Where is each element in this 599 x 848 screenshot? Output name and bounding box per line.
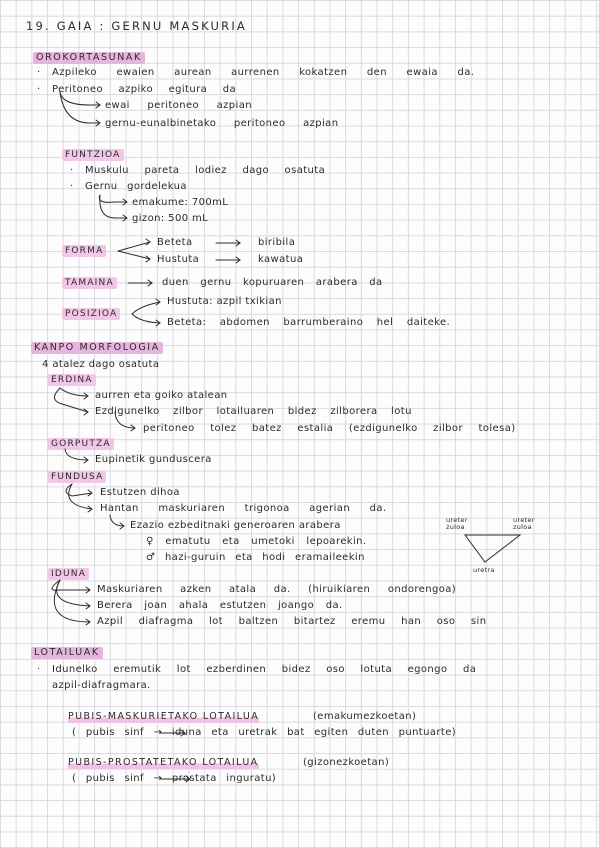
fundusa-line-4: ♀ ematutu eta umetoki lepoarekin.	[146, 536, 367, 547]
tamaina-text: duen gernu kopuruaren arabera da	[162, 277, 383, 288]
bullet-dot: ·	[37, 84, 41, 95]
funtzioa-bullet-1: Muskulu pareta lodiez dago osatuta	[85, 165, 326, 176]
heading-lotailuak: LOTAILUAK	[31, 647, 103, 659]
iduna-line-2: Berera joan ahala estutzen joango da.	[97, 600, 343, 611]
fork-arrow-icon	[132, 299, 160, 314]
fork-arrow-icon	[118, 251, 150, 262]
funtzioa-sub-1: emakume: 700mL	[132, 197, 229, 208]
heading-erdina: ERDINA	[48, 374, 96, 386]
erdina-line-3: peritoneo tolez batez estalia (ezdigunelko zilbor tolesa)	[143, 423, 516, 434]
fundusa-line-2: Hantan maskuriaren trigonoa agerian da.	[100, 503, 387, 514]
bullet-dot: ·	[37, 664, 41, 675]
funtzioa-bullet-2: Gernu gordelekua	[85, 181, 187, 192]
bracket-arrow-icon	[60, 388, 88, 399]
heading-kanpo-morfologia: KANPO MORFOLOGIA	[31, 342, 163, 354]
funtzioa-sub-2: gizon: 500 mL	[132, 213, 209, 224]
iduna-line-3: Azpil diafragma lot baltzen bitartez eremu han oso sin	[97, 616, 487, 627]
erdina-line-2: Ezdigunelko zilbor lotailuaren bidez zilborera lotu	[95, 406, 412, 417]
forma-row-1-left: Beteta	[157, 237, 193, 248]
heading-funtzioa: FUNTZIOA	[62, 149, 124, 161]
gorputza-line-1: Eupinetik gunduscera	[95, 454, 212, 465]
heading-posizioa: POSIZIOA	[62, 308, 120, 320]
fundusa-line-3: Ezazio ezbeditnaki generoaren arabera	[130, 520, 341, 531]
triangle-label-right: ureter zuloa	[513, 516, 535, 531]
pubis-maskurietako-line: ( pubis sinf → iduna eta uretrak bat egiten duten puntuarte)	[72, 727, 457, 738]
bracket-arrow-icon	[115, 412, 135, 431]
posizioa-line-2: Beteta: abdomen barrumberaino hel daiteke.	[167, 317, 451, 328]
iduna-line-1: Maskuriaren azken atala da. (hiruikiaren ondorengoa)	[97, 584, 457, 595]
pubis-prostatetako-heading: PUBIS-PROSTATETAKO LOTAILUA	[68, 757, 259, 768]
fundusa-line-1: Estutzen dihoa	[100, 487, 180, 498]
heading-iduna: IDUNA	[48, 568, 89, 580]
lotailuak-bullet-1: Idunelko eremutik lot ezberdinen bidez oso lotuta egongo da	[52, 664, 477, 675]
pubis-prostatetako-line: ( pubis sinf → prostata inguratu)	[72, 773, 277, 784]
pubis-prostatetako-note: (gizonezkoetan)	[303, 757, 390, 768]
lotailuak-bullet-1b: azpil-diafragmara.	[52, 680, 151, 691]
bracket-arrow-icon	[54, 388, 88, 415]
triangle-label-bottom: uretra	[473, 566, 495, 574]
bracket-arrow-icon	[57, 580, 90, 609]
bracket-arrow-icon	[99, 195, 127, 205]
heading-gorputza: GORPUTZA	[48, 438, 114, 450]
bracket-arrow-icon	[65, 449, 88, 463]
bullet-dot: ·	[70, 181, 74, 192]
forma-row-2-left: Hustuta	[157, 254, 200, 265]
pubis-maskurietako-note: (emakumezkoetan)	[313, 711, 417, 722]
heading-tamaina: TAMAINA	[62, 277, 117, 289]
bracket-arrow-icon	[110, 515, 124, 529]
kanpo-intro: 4 atalez dago osatuta	[42, 359, 160, 370]
bracket-arrow-icon	[60, 92, 100, 126]
trigonoa-triangle-icon	[465, 535, 520, 562]
bracket-arrow-icon	[69, 484, 92, 512]
erdina-line-1: aurren eta goiko atalean	[95, 390, 228, 401]
page-title: 19. GAIA : GERNU MASKURIA	[26, 19, 247, 33]
orokortasunak-bullet-2: Peritoneo azpiko egitura da	[52, 84, 237, 95]
heading-orokortasunak: OROKORTASUNAK	[33, 52, 145, 64]
fundusa-line-5: ♂ hazi-guruin eta hodi eramaileekin	[146, 552, 365, 563]
bracket-arrow-icon	[66, 484, 92, 496]
triangle-label-left: ureter zuloa	[446, 516, 468, 531]
posizioa-line-1: Hustuta: azpil txikian	[167, 296, 282, 307]
bullet-dot: ·	[37, 67, 41, 78]
fork-arrow-icon	[118, 239, 150, 251]
pubis-maskurietako-heading: PUBIS-MASKURIETAKO LOTAILUA	[68, 711, 260, 722]
bullet-dot: ·	[70, 165, 74, 176]
forma-row-2-right: kawatua	[258, 254, 304, 265]
orokortasunak-sub-2: gernu-eunalbinetako peritoneo azpian	[105, 118, 339, 129]
bracket-arrow-icon	[54, 580, 90, 625]
bracket-arrow-icon	[60, 92, 100, 108]
forma-row-1-right: biribila	[258, 237, 296, 248]
heading-fundusa: FUNDUSA	[48, 471, 106, 483]
orokortasunak-bullet-1: Azpileko ewaien aurean aurrenen kokatzen den ewaia da.	[52, 67, 475, 78]
heading-forma: FORMA	[62, 245, 106, 257]
fork-arrow-icon	[132, 314, 160, 326]
orokortasunak-sub-1: ewai peritoneo azpian	[105, 100, 253, 111]
